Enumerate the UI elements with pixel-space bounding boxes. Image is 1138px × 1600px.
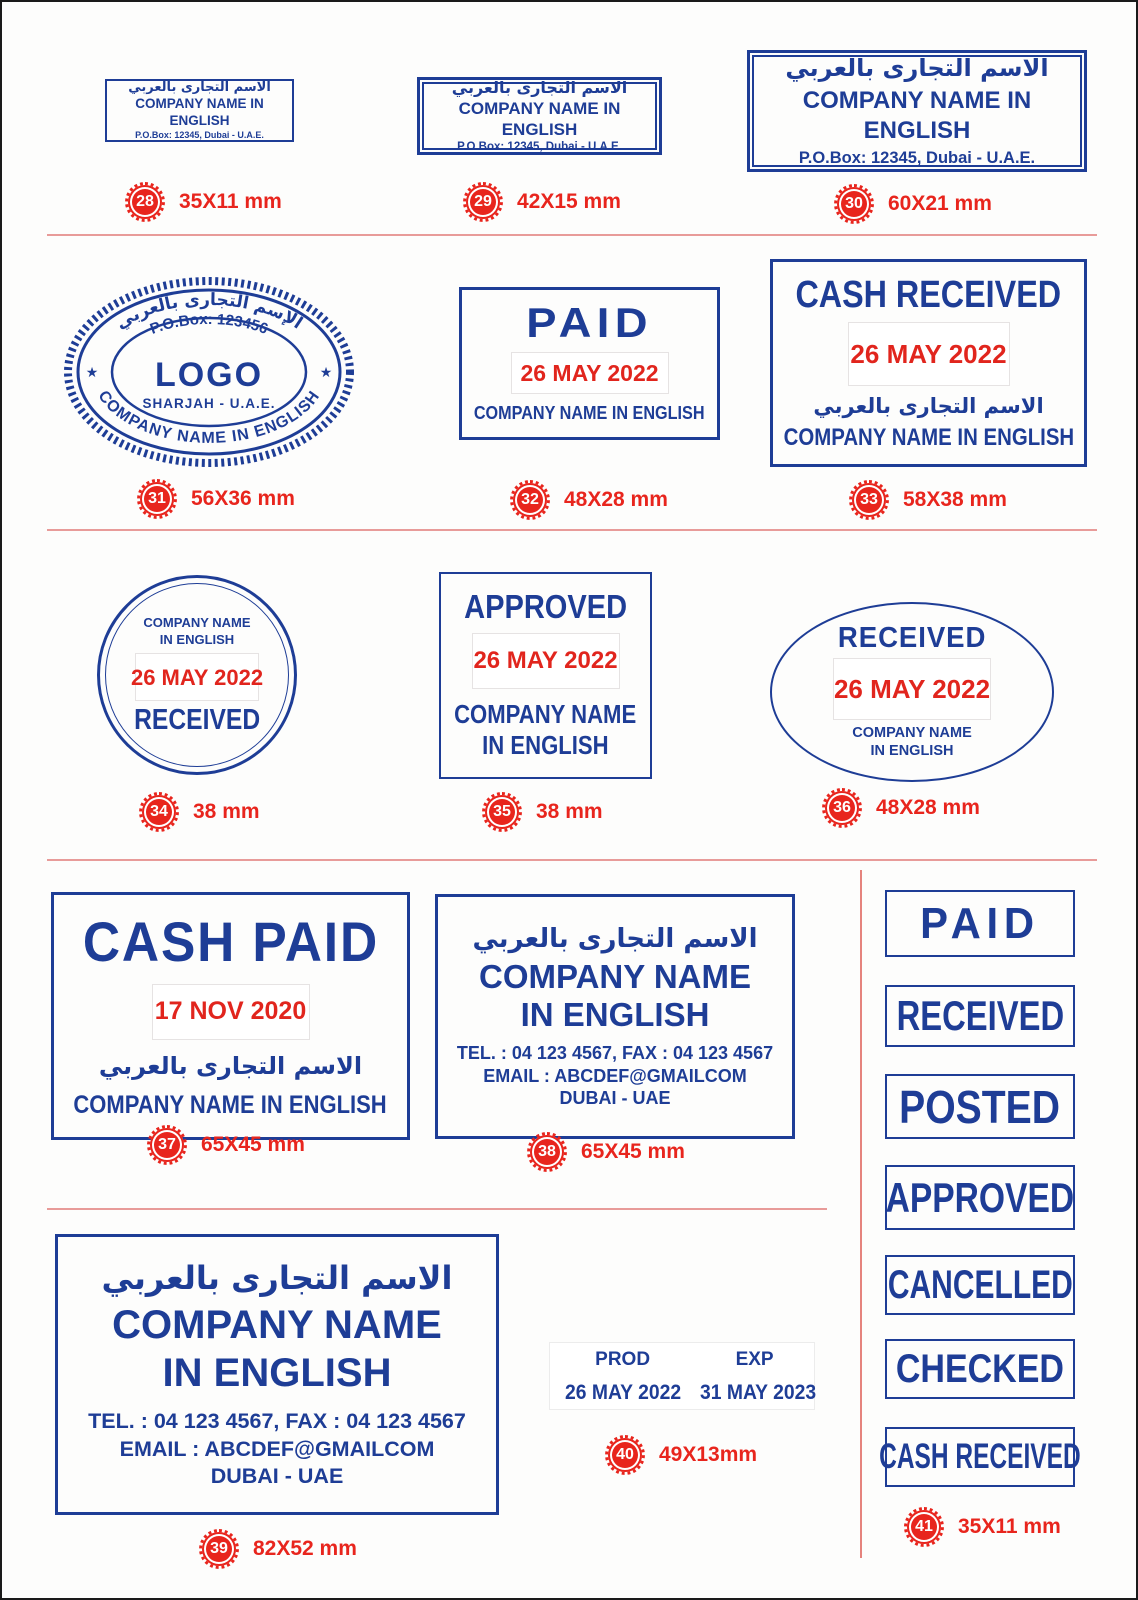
stamp-39-company: COMPANY NAME IN ENGLISH bbox=[112, 1302, 442, 1395]
size-29: 42X15 mm bbox=[517, 190, 621, 213]
size-30: 60X21 mm bbox=[888, 192, 992, 215]
badge-29: 29 bbox=[466, 185, 500, 219]
stamp-35 bbox=[439, 572, 652, 779]
date-window bbox=[848, 322, 1010, 386]
label-row-31 bbox=[140, 482, 295, 516]
date-window bbox=[152, 984, 310, 1040]
badge-34: 34 bbox=[142, 795, 176, 829]
label-row-37 bbox=[150, 1128, 305, 1162]
stamp-35-company: COMPANY NAME IN ENGLISH bbox=[454, 698, 637, 760]
divider-line-vertical bbox=[860, 870, 862, 1558]
stamp-29-pobox: P.O.Box: 12345, Dubai - U.A.E. bbox=[457, 141, 622, 154]
mini-stamp-approved: APPROVED bbox=[885, 1165, 1075, 1230]
stamp-36-date: 26 MAY 2022 bbox=[833, 673, 991, 704]
stamp-33-date: 26 MAY 2022 bbox=[850, 338, 1007, 369]
stamp-38-company: COMPANY NAME IN ENGLISH bbox=[479, 957, 751, 1033]
stamp-36-company: COMPANY NAME IN ENGLISH bbox=[852, 724, 972, 759]
label-row-41 bbox=[907, 1510, 1061, 1544]
badge-40: 40 bbox=[608, 1438, 642, 1472]
date-window bbox=[833, 658, 991, 720]
size-39: 82X52 mm bbox=[253, 1537, 357, 1560]
stamp-40-exp-label: EXP bbox=[735, 1348, 774, 1370]
stamp-30-arabic: الاسم التجارى بالعربي bbox=[785, 54, 1049, 83]
stamp-33-company: COMPANY NAME IN ENGLISH bbox=[783, 424, 1074, 452]
mini-stamp-cash-received: CASH RECEIVED bbox=[885, 1427, 1075, 1487]
size-33: 58X38 mm bbox=[903, 488, 1007, 511]
stamp-36 bbox=[770, 602, 1054, 782]
divider-line-2 bbox=[47, 529, 1097, 531]
stamp-36-title: RECEIVED bbox=[837, 621, 987, 654]
stamp-28-company: COMPANY NAME IN ENGLISH bbox=[135, 96, 264, 128]
star-left-icon: ★ bbox=[85, 364, 99, 380]
size-35: 38 mm bbox=[536, 800, 603, 823]
badge-36: 36 bbox=[825, 791, 859, 825]
badge-32: 32 bbox=[513, 483, 547, 517]
label-row-39 bbox=[202, 1532, 357, 1566]
stamp-35-title: APPROVED bbox=[464, 587, 627, 625]
stamp-28-pobox: P.O.Box: 12345, Dubai - U.A.E. bbox=[135, 129, 264, 140]
stamp-37-date: 17 NOV 2020 bbox=[154, 997, 307, 1025]
label-row-30 bbox=[837, 187, 992, 221]
stamp-37 bbox=[51, 892, 410, 1140]
label-row-32 bbox=[513, 483, 668, 517]
label-row-33 bbox=[852, 483, 1007, 517]
stamp-30-company: COMPANY NAME IN ENGLISH bbox=[802, 87, 1032, 145]
stamp-34-company: COMPANY NAME IN ENGLISH bbox=[143, 614, 251, 647]
divider-line-4 bbox=[47, 1208, 827, 1210]
stamp-40 bbox=[549, 1342, 815, 1410]
stamp-32 bbox=[459, 287, 720, 440]
stamp-30-pobox: P.O.Box: 12345, Dubai - U.A.E. bbox=[798, 149, 1036, 168]
mini-stamp-paid: PAID bbox=[885, 890, 1075, 957]
label-row-28 bbox=[128, 185, 282, 219]
stamp-34-date: 26 MAY 2022 bbox=[130, 664, 264, 690]
date-window bbox=[472, 633, 620, 689]
stamp-29-arabic: الاسم التجارى بالعربي bbox=[451, 77, 628, 97]
stamp-40-prod-label: PROD bbox=[595, 1348, 651, 1370]
stamp-39 bbox=[55, 1234, 499, 1515]
badge-41: 41 bbox=[907, 1510, 941, 1544]
size-32: 48X28 mm bbox=[564, 488, 668, 511]
stamp-33 bbox=[770, 259, 1087, 467]
badge-39: 39 bbox=[202, 1532, 236, 1566]
stamp-32-company: COMPANY NAME IN ENGLISH bbox=[474, 403, 705, 424]
stamp-29 bbox=[417, 77, 662, 155]
stamp-33-title: CASH RECEIVED bbox=[795, 273, 1062, 316]
stamp-28 bbox=[105, 79, 294, 142]
size-37: 65X45 mm bbox=[201, 1133, 305, 1156]
stamp-38-contact: TEL. : 04 123 4567, FAX : 04 123 4567 EMAIL : ABCDEF@GMAILCOM DUBAI - UAE bbox=[456, 1043, 774, 1109]
stamp-31 bbox=[59, 272, 359, 472]
mini-stamp-received: RECEIVED bbox=[885, 985, 1075, 1047]
badge-30: 30 bbox=[837, 187, 871, 221]
size-41: 35X11 mm bbox=[958, 1515, 1061, 1538]
label-row-29 bbox=[466, 185, 621, 219]
stamp-31-arabic: الإسم التجارى بالعربي bbox=[112, 289, 307, 334]
stamp-30 bbox=[747, 50, 1087, 172]
size-36: 48X28 mm bbox=[876, 796, 980, 819]
label-row-40 bbox=[608, 1438, 757, 1472]
stamp-32-title: PAID bbox=[526, 299, 653, 347]
stamp-40-prod-date: 26 MAY 2022 bbox=[564, 1380, 681, 1404]
star-right-icon: ★ bbox=[319, 364, 333, 380]
stamp-33-arabic: الاسم التجارى بالعربي bbox=[813, 393, 1044, 418]
date-window bbox=[511, 352, 669, 394]
mini-stamp-cancelled: CANCELLED bbox=[885, 1255, 1075, 1315]
mini-stamp-posted: POSTED bbox=[885, 1074, 1075, 1139]
stamp-34 bbox=[97, 575, 297, 775]
stamp-31-company: COMPANY NAME IN ENGLISH bbox=[94, 387, 324, 447]
badge-38: 38 bbox=[530, 1135, 564, 1169]
stamp-34-title: RECEIVED bbox=[133, 704, 261, 737]
stamp-37-arabic: الاسم التجارى بالعربي bbox=[98, 1051, 363, 1080]
label-row-36 bbox=[825, 791, 980, 825]
stamp-29-company: COMPANY NAME IN ENGLISH bbox=[458, 98, 621, 139]
stamp-39-contact: TEL. : 04 123 4567, FAX : 04 123 4567 EMAIL : ABCDEF@GMAILCOM DUBAI - UAE bbox=[88, 1408, 466, 1489]
stamp-32-date: 26 MAY 2022 bbox=[520, 359, 659, 386]
label-row-38 bbox=[530, 1135, 685, 1169]
size-38: 65X45 mm bbox=[581, 1140, 685, 1163]
divider-line-1 bbox=[47, 234, 1097, 236]
stamp-40-exp-date: 31 MAY 2023 bbox=[700, 1380, 817, 1404]
badge-33: 33 bbox=[852, 483, 886, 517]
size-31: 56X36 mm bbox=[191, 487, 295, 510]
stamp-31-logo: LOGO bbox=[154, 356, 264, 394]
badge-28: 28 bbox=[128, 185, 162, 219]
stamp-37-title: CASH PAID bbox=[82, 910, 379, 974]
badge-37: 37 bbox=[150, 1128, 184, 1162]
mini-stamp-checked: CHECKED bbox=[885, 1339, 1075, 1399]
date-window bbox=[130, 653, 264, 701]
badge-35: 35 bbox=[485, 795, 519, 829]
stamp-37-company: COMPANY NAME IN ENGLISH bbox=[73, 1090, 388, 1119]
label-row-34 bbox=[142, 795, 260, 829]
stamp-38-arabic: الاسم التجارى بالعربي bbox=[472, 924, 758, 955]
stamp-31-pobox: P.O.Box: 123456 bbox=[147, 310, 271, 338]
stamp-28-arabic: الاسم التجارى بالعربي bbox=[128, 79, 271, 95]
stamp-31-city: SHARJAH - U.A.E. bbox=[142, 396, 276, 411]
stamp-35-date: 26 MAY 2022 bbox=[473, 646, 618, 674]
stamp-39-arabic: الاسم التجارى بالعربي bbox=[101, 1258, 453, 1297]
label-row-35 bbox=[485, 795, 603, 829]
divider-line-3 bbox=[47, 859, 1097, 861]
size-28: 35X11 mm bbox=[179, 190, 282, 213]
size-34: 38 mm bbox=[193, 800, 260, 823]
badge-31: 31 bbox=[140, 482, 174, 516]
stamp-38 bbox=[435, 894, 795, 1139]
svg-text:P.O.Box: 123456 bbox=[148, 311, 270, 338]
size-40: 49X13mm bbox=[659, 1443, 758, 1466]
